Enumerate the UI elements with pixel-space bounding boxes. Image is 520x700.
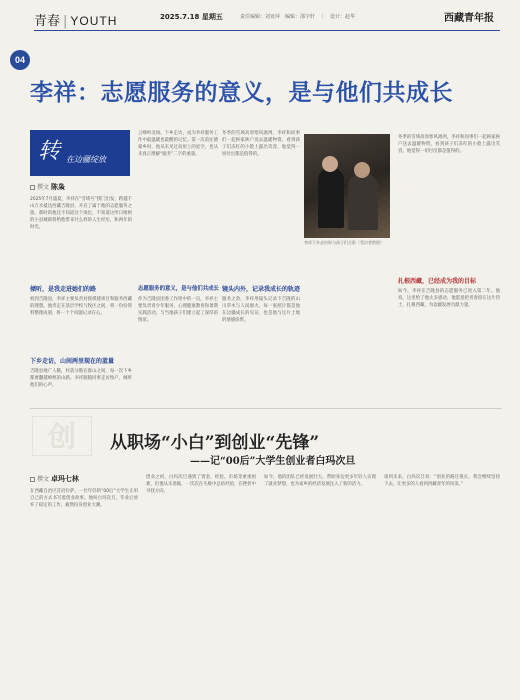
byline2-label: 撰文 [37, 476, 50, 483]
section-separator: | [63, 14, 68, 29]
issue-date [160, 12, 223, 22]
a2-col3-paragraph: 如今，他的团队已经发展壮大，帮助身边更多年轻人实现了就业梦想，也为家乡的经济发展注入了新的活力。 [264, 475, 376, 487]
byline-author: 陈枭 [50, 183, 65, 191]
col3-subheading: 镜头内外，记录我成长的轨迹 [222, 286, 301, 293]
header-rule [34, 30, 500, 31]
editor-credits: 责任编辑：刘亚萍 编辑：邵宇轩 ｜ 设计：赵华 [240, 14, 356, 20]
a2-col4-paragraph: 谈到未来，白玛次旦说：“创业的路还很长，我会继续坚持下去，让更多的人看到西藏青年的风采。” [384, 475, 500, 487]
byline2-author: 卓玛七林 [50, 475, 79, 483]
banner-caption: 在边疆绽放 [66, 155, 106, 164]
col3-paragraph-1: 冬季的雪域高原寒风凛冽，李祥和同事们一起挨家挨户送去温暖物资，看到孩子们冻红的小脸上露出笑容，他觉得一切付出都是值得的。 [222, 131, 300, 157]
a2-col1-paragraph: 在西藏自治区首府拉萨，一位年轻的“00后”大学生正用自己的方式书写着创业故事。他叫白玛次旦，毕业后放弃了稳定的工作，毅然投身创业大潮。 [30, 489, 138, 508]
col2-paragraph-2: 作为吉隆县团委工作组中的一员，李祥主要负责青少年服务、心理健康教育和暑期实践活动，与当地孩子们建立起了深厚的情谊。 [138, 297, 218, 323]
article2-bg-glyph: 创 [32, 416, 92, 456]
photo-caption: 李祥下乡走访时与孩子们合影（受访者供图） [304, 240, 384, 245]
section-en: YOUTH [70, 14, 118, 28]
col1-subheading-2: 下乡走访，山间两里现在的蓝量 [30, 358, 115, 365]
byline-square-icon [30, 185, 35, 190]
column-banner [30, 130, 130, 176]
photo-figure-left [318, 168, 344, 228]
article2-byline [30, 474, 79, 484]
article-headline: 李祥：志愿服务的意义，是与他们共成长 [30, 80, 453, 106]
col1-paragraph-3: 吉隆县地广人稀，村落分散在群山之间，每一次下乡都要翻越崎岖的山路。李祥跟随同事走访牧户，倾听他们的心声。 [30, 369, 132, 388]
issue-date-value: 2025.7.18 [160, 13, 200, 21]
col2-paragraph-1: 云峰岭北岗。下乡走访，成为李祥服务工作中最温暖也最酸的记忆。第一次前往德蒙乡时，他从未见过高原上的星空，也从未真正理解“服务”二字的重量。 [138, 131, 218, 157]
a2-col2-paragraph: 创业之初，白玛次旦遇到了资金、经验、市场等重重困难，但他从未退缩，一次次在失败中总结经验，在挫折中寻找方向。 [146, 475, 256, 494]
col4-paragraph-1: 如今，李祥在吉隆县的志愿服务已进入第二年。他说，这里给了他太多感动，他愿意把青春留在这片热土，扎根西藏，为边疆发展贡献力量。 [398, 289, 500, 308]
col4-subheading: 扎根西藏，已经成为我的目标 [398, 278, 477, 285]
article2-headline: 从职场“小白”到创业“先锋” [110, 433, 320, 453]
section-cn: 青春 [34, 14, 61, 29]
banner-glyph: 转 [38, 139, 61, 164]
byline-label: 撰文 [37, 184, 50, 191]
photo-figure-right [348, 174, 378, 230]
page-header [0, 0, 520, 44]
newspaper-logo: 西藏青年报 [444, 13, 494, 24]
col1-paragraph-2: 初到吉隆县，李祥主要负责对接援建项目和服务西藏的理想。他奔走在基层学校与牧区之间，将一份份资料整理成册，将一个个问题记录在心。 [30, 297, 132, 316]
section-title [34, 10, 117, 29]
photo-head-right [354, 162, 370, 178]
col3-paragraph-2: 服务之余，李祥用镜头记录下吉隆的山川草木与人间烟火。每一张照片都是他在边疆成长的见证，也是他与这片土地的情感纽带。 [222, 297, 300, 323]
col4-paragraph-top: 冬季的雪域高原寒风凛冽，李祥和同事们一起挨家挨户送去温暖物资，看到孩子们冻红的小脸上露出笑容，他觉得一切付出都是值得的。 [398, 135, 500, 154]
issue-weekday: 星期五 [201, 13, 223, 21]
article-divider [30, 408, 502, 409]
article-photo [304, 134, 390, 238]
col1-paragraph-1: 2025年7月盛夏，李祥在“雪域号”援门出发，跨越千山万水抵达西藏吉隆县，开启了属于他的志愿服务之旅。那时的他还不知道这个岗位，不知道这所日喀则的小县城即将给他带来什么样的人生经历，和两年的时光。 [30, 197, 132, 230]
article2-subtitle: ——记“00后”大学生创业者白玛次旦 [190, 456, 356, 467]
page-number-badge: 04 [10, 50, 30, 70]
photo-head-left [322, 156, 338, 172]
col2-subheading: 志愿服务的意义，是与他们共成长 [138, 286, 219, 292]
byline2-square-icon [30, 477, 35, 482]
article-byline [30, 182, 65, 192]
col1-subheading-1: 倾听，是我走进她们的路 [30, 286, 97, 293]
